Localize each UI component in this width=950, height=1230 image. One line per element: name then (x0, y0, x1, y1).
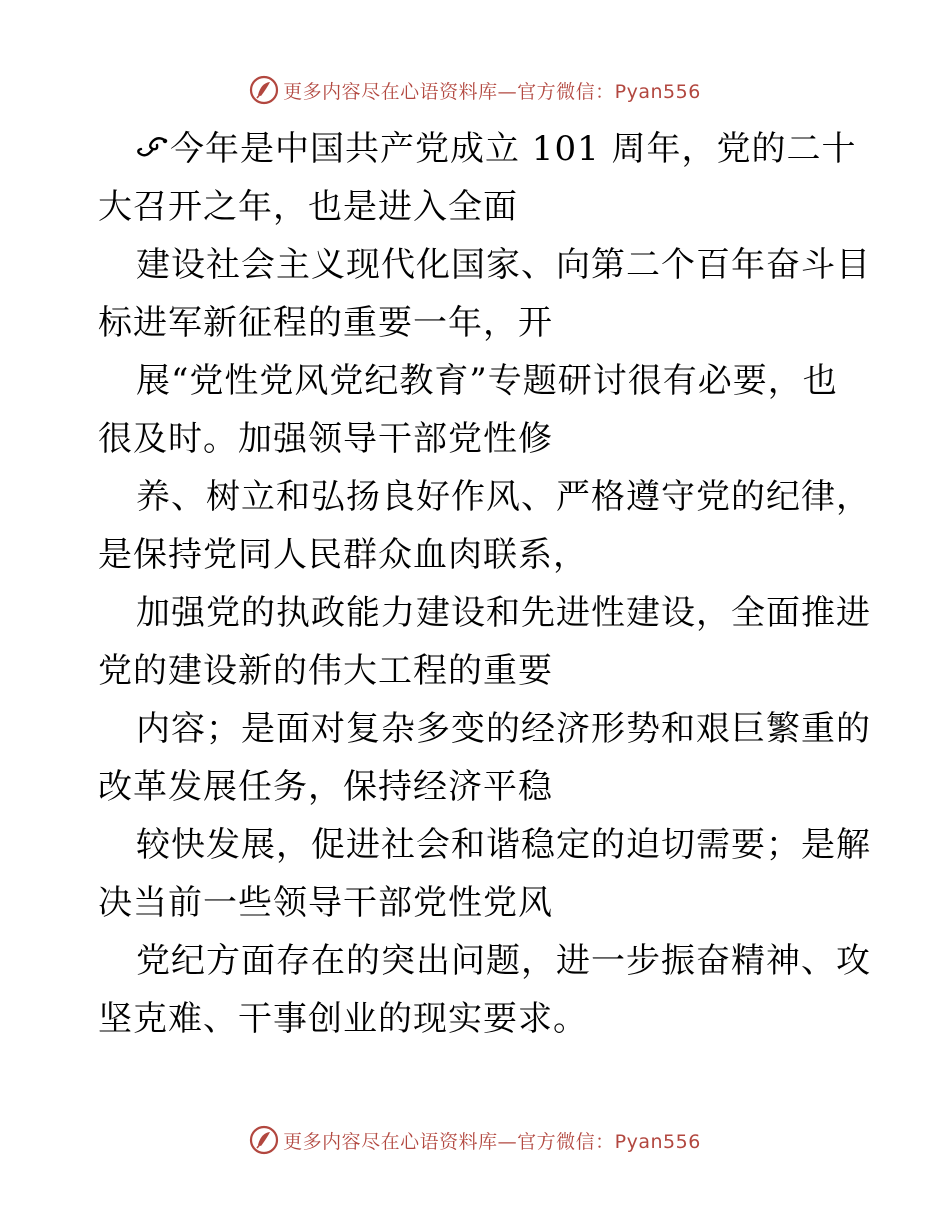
banner-text: 更多内容尽在心语资料库—官方微信：Pyan556 (283, 80, 701, 103)
footer-banner (0, 1120, 950, 1160)
paragraph-line: 较快发展，促进社会和谐稳定的迫切需要；是解 (136, 825, 871, 865)
paragraph-line: 大召开之年，也是进入全面 (98, 187, 518, 227)
paragraph-line: 党纪方面存在的突出问题，进一步振奋精神、攻 (136, 941, 871, 981)
paragraph-line: 很及时。加强领导干部党性修 (98, 419, 553, 459)
paragraph-line: 坚克难、干事创业的现实要求。 (98, 999, 588, 1039)
ornament-bullet-icon (136, 133, 170, 163)
paragraph-line: 改革发展任务，保持经济平稳 (98, 767, 553, 807)
header-banner (0, 70, 950, 110)
paragraph-line: 展“党性党风党纪教育”专题研讨很有必要，也 (136, 361, 838, 401)
paragraph-line: 内容；是面对复杂多变的经济形势和艰巨繁重的 (136, 709, 871, 749)
logo-icon (249, 75, 279, 105)
paragraph-line: 建设社会主义现代化国家、向第二个百年奋斗目 (136, 245, 871, 285)
banner-text: 更多内容尽在心语资料库—官方微信：Pyan556 (283, 1130, 701, 1153)
paragraph-line: 党的建设新的伟大工程的重要 (98, 651, 553, 691)
wechat-id: Pyan556 (614, 80, 701, 103)
paragraph-line: 标进军新征程的重要一年，开 (98, 303, 553, 343)
paragraph-line: 是保持党同人民群众血肉联系， (98, 535, 588, 575)
logo-icon (249, 1125, 279, 1155)
document-body (98, 120, 871, 1048)
paragraph-line: 加强党的执政能力建设和先进性建设，全面推进 (136, 593, 871, 633)
wechat-id: Pyan556 (614, 1130, 701, 1153)
paragraph-line: 今年是中国共产党成立 101 周年，党的二十 (98, 120, 858, 178)
paragraph-line: 决当前一些领导干部党性党风 (98, 883, 553, 923)
paragraph-line: 养、树立和弘扬良好作风、严格遵守党的纪律， (136, 477, 871, 517)
